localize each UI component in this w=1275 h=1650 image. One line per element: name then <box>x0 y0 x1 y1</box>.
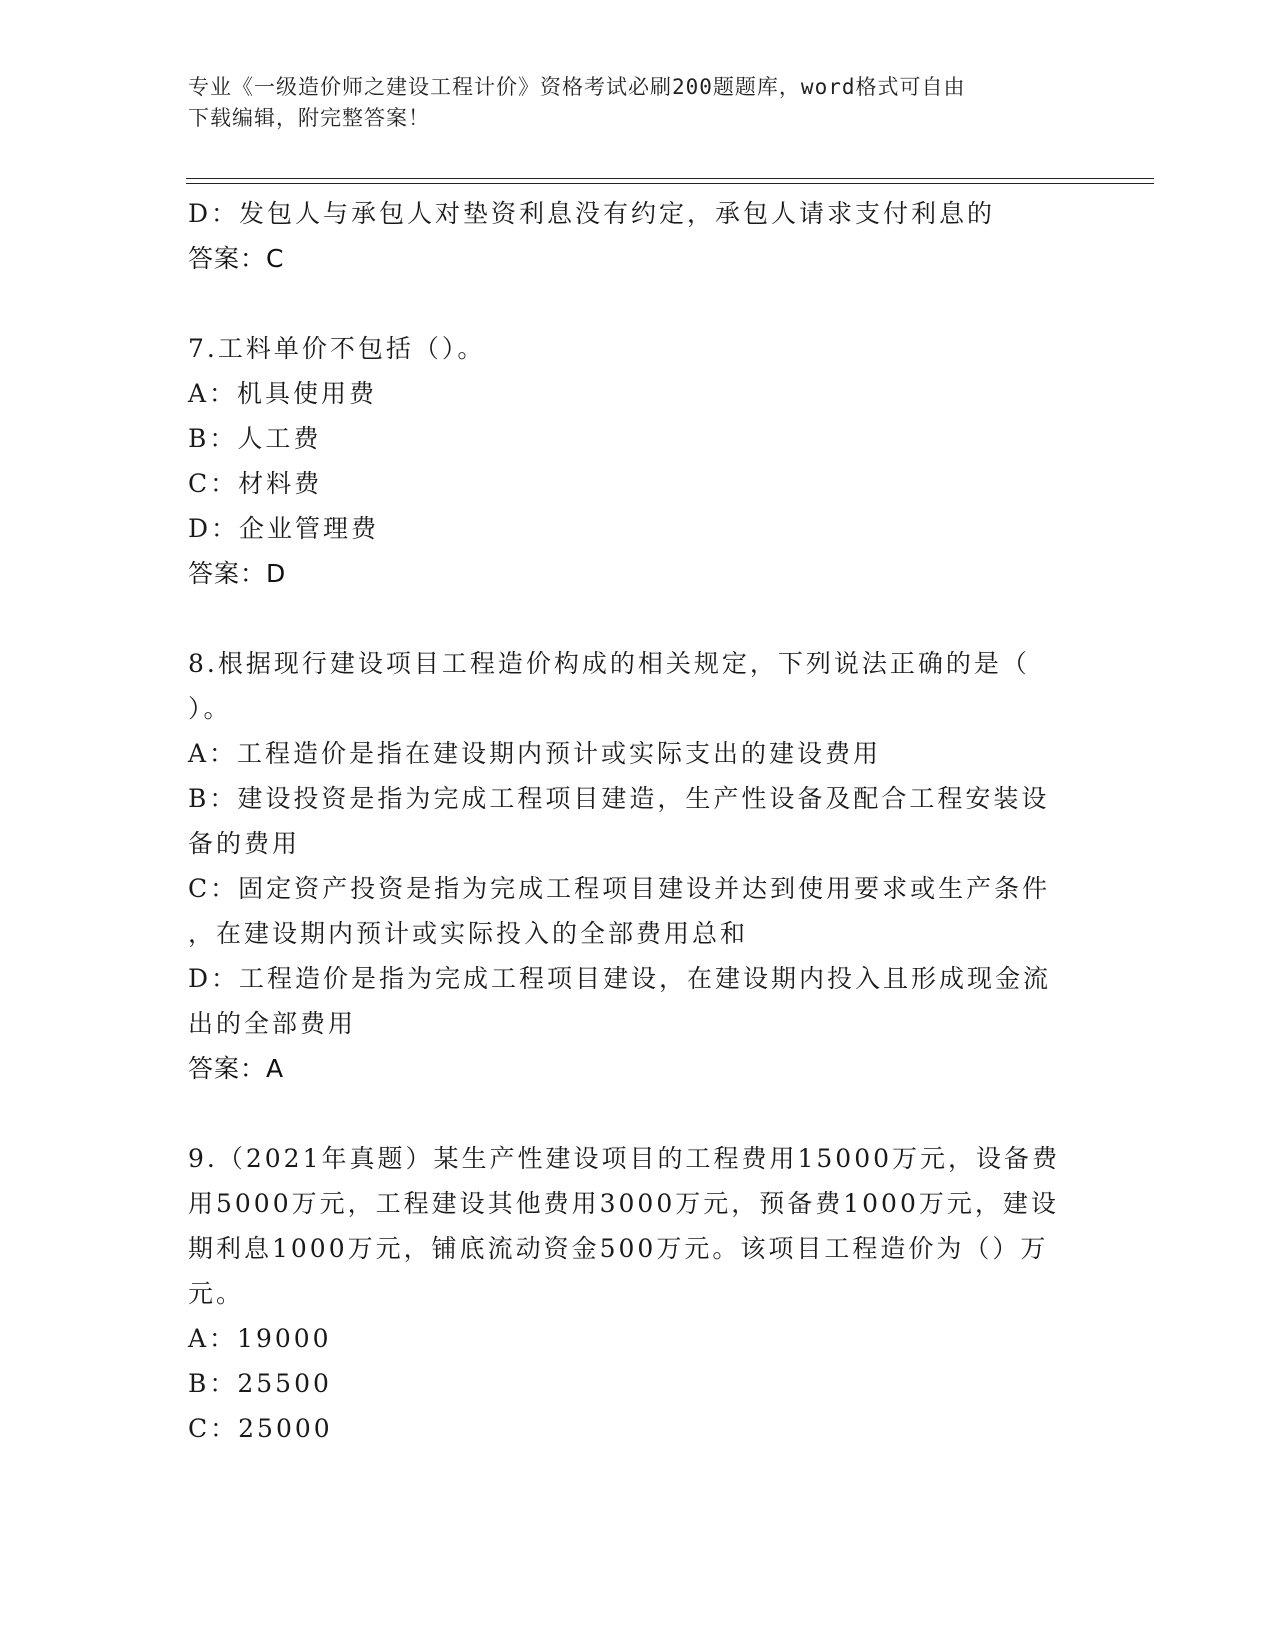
question-stem: 7.工料单价不包括（）。 <box>188 334 486 363</box>
option-c-line-1: C：固定资产投资是指为完成工程项目建设并达到使用要求或生产条件 <box>188 874 1051 903</box>
spacer <box>188 281 1078 326</box>
spacer <box>188 1091 1078 1136</box>
option-a: A：工程造价是指在建设期内预计或实际支出的建设费用 <box>188 739 882 768</box>
option-a: A：19000 <box>188 1324 332 1353</box>
question-stem-line-4: 元。 <box>188 1279 245 1308</box>
question-stem-line-1: 8.根据现行建设项目工程造价构成的相关规定，下列说法正确的是（ <box>188 649 1030 678</box>
option-b-line-1: B：建设投资是指为完成工程项目建造，生产性设备及配合工程安装设 <box>188 784 1050 813</box>
prev-option-d: D：发包人与承包人对垫资利息没有约定，承包人请求支付利息的 <box>188 199 996 228</box>
option-a: A：机具使用费 <box>188 379 378 408</box>
prev-answer: 答案：C <box>188 244 285 273</box>
question-9 <box>188 1136 1078 1451</box>
question-stem-line-2: 用5000万元，工程建设其他费用3000万元，预备费1000万元，建设 <box>188 1189 1059 1218</box>
option-c: C：25000 <box>188 1414 333 1443</box>
option-d: D：企业管理费 <box>188 514 380 543</box>
answer: 答案：D <box>188 559 287 588</box>
question-stem-line-2: ）。 <box>188 694 232 723</box>
option-c: C：材料费 <box>188 469 323 498</box>
question-stem-line-1: 9.（2021年真题）某生产性建设项目的工程费用15000万元，设备费 <box>188 1144 1061 1173</box>
option-b: B：人工费 <box>188 424 322 453</box>
question-8 <box>188 641 1078 1091</box>
option-b: B：25500 <box>188 1369 332 1398</box>
option-b-line-2: 备的费用 <box>188 829 301 858</box>
document-header <box>188 72 1068 134</box>
header-line-2: 下载编辑，附完整答案！ <box>188 106 430 130</box>
option-d-line-1: D：工程造价是指为完成工程项目建设，在建设期内投入且形成现金流 <box>188 964 1052 993</box>
question-stem-line-3: 期利息1000万元，铺底流动资金500万元。该项目工程造价为（）万 <box>188 1234 1049 1263</box>
header-divider-top <box>186 178 1154 179</box>
option-d-line-2: 出的全部费用 <box>188 1009 357 1038</box>
spacer <box>188 596 1078 641</box>
document-body <box>188 191 1078 1451</box>
answer: 答案：A <box>188 1054 285 1083</box>
header-line-1: 专业《一级造价师之建设工程计价》资格考试必刷200题题库，word格式可自由 <box>188 75 966 99</box>
option-c-line-2: ，在建设期内预计或实际投入的全部费用总和 <box>188 919 749 948</box>
header-divider-bottom <box>186 183 1154 184</box>
question-7 <box>188 326 1078 596</box>
